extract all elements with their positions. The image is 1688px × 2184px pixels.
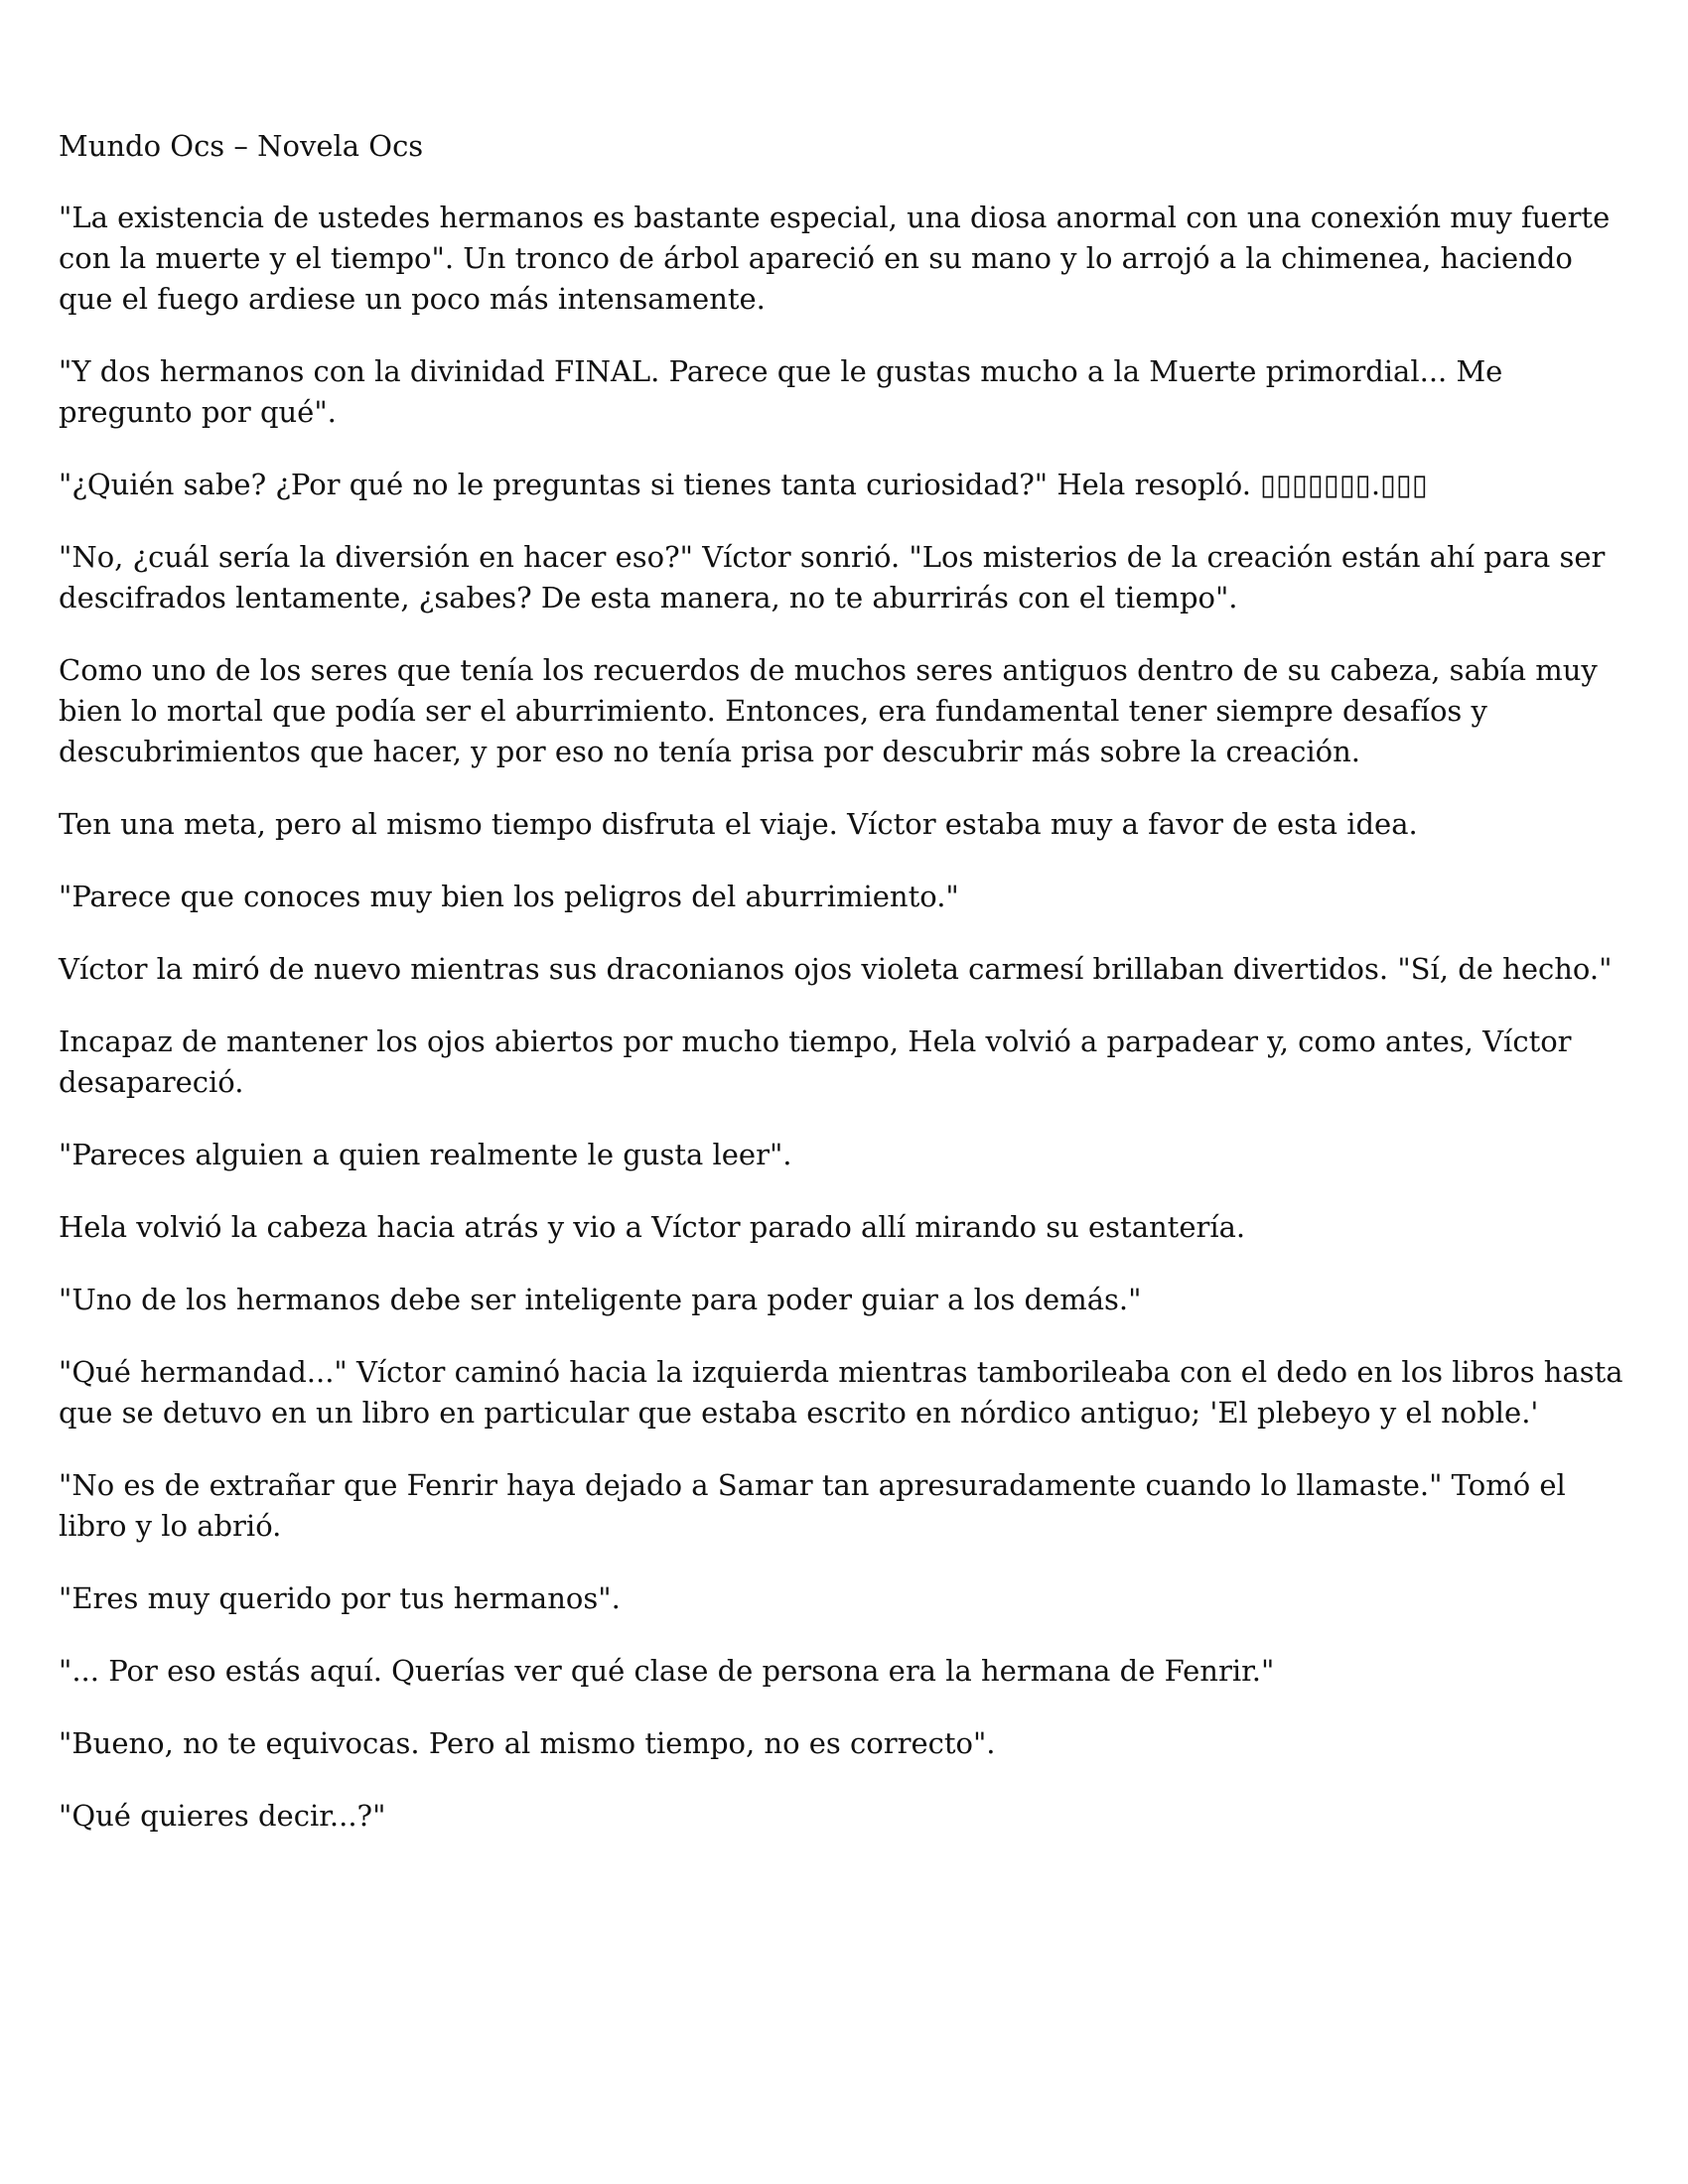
paragraph-18: "Qué quieres decir...?" xyxy=(59,1799,386,1833)
document-header: Mundo Ocs – Novela Ocs xyxy=(59,129,424,163)
paragraph-1: "La existencia de ustedes hermanos es bastante especial, una diosa anormal con una conexión muy fuerte con la muerte y el tiempo". Un tronco de árbol apareció en su mano y lo arrojó a la chimenea, haciendo que el fuego ardiese un poco más intensamente. xyxy=(59,201,1611,316)
paragraph-8: Víctor la miró de nuevo mientras sus draconianos ojos violeta carmesí brillaban divertidos. "Sí, de hecho." xyxy=(59,952,1613,986)
paragraph-6: Ten una meta, pero al mismo tiempo disfruta el viaje. Víctor estaba muy a favor de esta idea. xyxy=(59,807,1418,841)
paragraph-15: "Eres muy querido por tus hermanos". xyxy=(59,1581,621,1615)
paragraph-10: "Pareces alguien a quien realmente le gusta leer". xyxy=(59,1138,792,1171)
paragraph-12: "Uno de los hermanos debe ser inteligente para poder guiar a los demás." xyxy=(59,1283,1142,1316)
paragraph-16: "... Por eso estás aquí. Querías ver qué clase de persona era la hermana de Fenrir." xyxy=(59,1654,1275,1688)
paragraph-3: "¿Quién sabe? ¿Por qué no le preguntas si tienes tanta curiosidad?" Hela resopló. ▯▯▯▯▯▯▯.▯▯▯ xyxy=(59,468,1428,501)
paragraph-4: "No, ¿cuál sería la diversión en hacer eso?" Víctor sonrió. "Los misterios de la creación están ahí para ser descifrados lentamente, ¿sabes? De esta manera, no te aburrirás con el tiempo". xyxy=(59,540,1606,614)
paragraph-14: "No es de extrañar que Fenrir haya dejado a Samar tan apresuradamente cuando lo llamaste." Tomó el libro y lo abrió. xyxy=(59,1468,1566,1543)
paragraph-13: "Qué hermandad..." Víctor caminó hacia la izquierda mientras tamborileaba con el dedo en los libros hasta que se detuvo en un libro en particular que estaba escrito en nórdico antiguo; 'El plebeyo y el noble.' xyxy=(59,1355,1623,1430)
paragraph-7: "Parece que conoces muy bien los peligros del aburrimiento." xyxy=(59,880,959,913)
paragraph-17: "Bueno, no te equivocas. Pero al mismo tiempo, no es correcto". xyxy=(59,1726,996,1760)
paragraph-9: Incapaz de mantener los ojos abiertos por mucho tiempo, Hela volvió a parpadear y, como antes, Víctor desapareció. xyxy=(59,1024,1572,1099)
paragraph-2: "Y dos hermanos con la divinidad FINAL. Parece que le gustas mucho a la Muerte primordial... Me pregunto por qué". xyxy=(59,354,1503,429)
paragraph-5: Como uno de los seres que tenía los recuerdos de muchos seres antiguos dentro de su cabeza, sabía muy bien lo mortal que podía ser el aburrimiento. Entonces, era fundamental tener siempre desafíos y descubrimientos que hacer, y por eso no tenía prisa por descubrir más sobre la creación. xyxy=(59,653,1598,768)
paragraph-11: Hela volvió la cabeza hacia atrás y vio a Víctor parado allí mirando su estantería. xyxy=(59,1210,1246,1244)
